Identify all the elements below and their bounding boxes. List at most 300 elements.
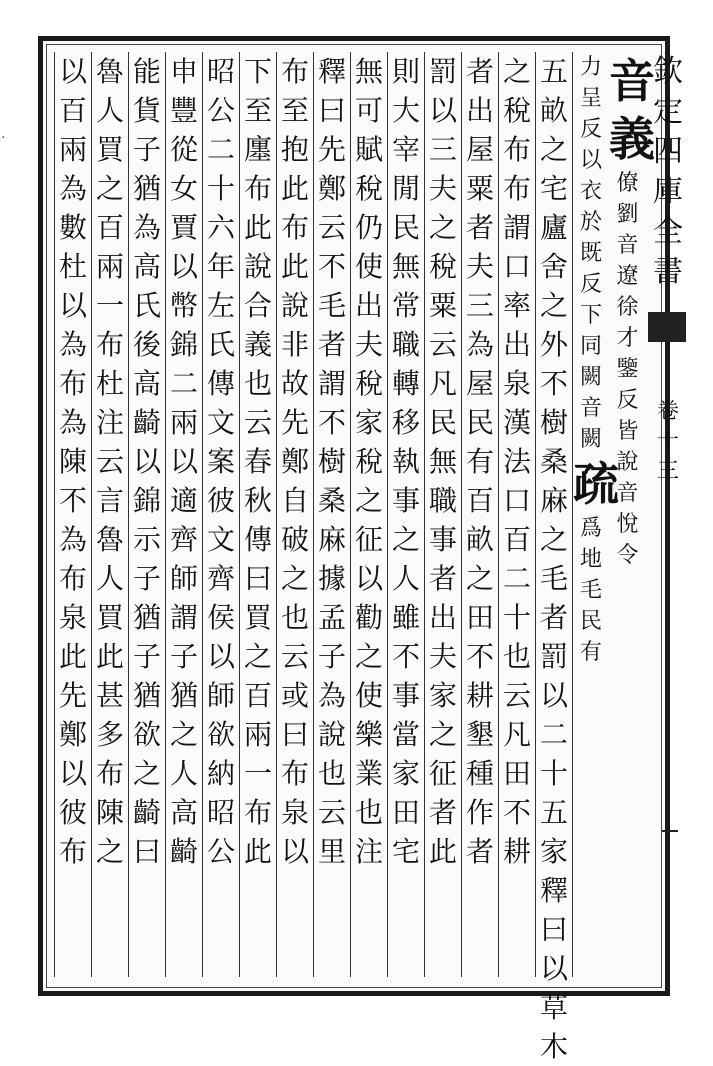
- text-char: 事: [391, 484, 420, 517]
- text-char: 出: [465, 94, 494, 127]
- text-char: 墾: [465, 718, 494, 751]
- text-char: 僚: [616, 171, 639, 196]
- text-char: 布: [243, 172, 272, 205]
- text-char: 案: [206, 445, 235, 478]
- text-char: 宰: [391, 133, 420, 166]
- text-char: 魯: [95, 55, 124, 88]
- text-char: 夫: [354, 328, 383, 361]
- text-char: 自: [280, 484, 309, 517]
- text-char: 徐: [616, 295, 639, 320]
- text-char: 之: [95, 835, 124, 868]
- text-char: 田: [465, 601, 494, 634]
- text-char: 劉: [616, 202, 639, 227]
- text-char: 闕: [579, 427, 602, 452]
- text-column: [572, 52, 619, 977]
- text-char: 也: [354, 796, 383, 829]
- text-char: 布: [95, 328, 124, 361]
- text-char: 為: [132, 211, 161, 244]
- text-char: 之: [132, 757, 161, 790]
- text-char: 氏: [132, 289, 161, 322]
- text-char: 此: [428, 835, 457, 868]
- text-char: 宅: [539, 172, 568, 205]
- text-char: 貨: [132, 94, 161, 127]
- text-char: 爲: [579, 516, 602, 541]
- margin-char: 十: [656, 429, 679, 454]
- text-char: 事: [391, 679, 420, 712]
- text-char: 樹: [539, 406, 568, 439]
- text-char: 桑: [317, 484, 346, 517]
- text-char: 人: [95, 562, 124, 595]
- margin-char: 全: [653, 214, 683, 249]
- text-char: 陳: [95, 796, 124, 829]
- margin-char: 書: [653, 254, 683, 289]
- text-char: 至: [280, 94, 309, 127]
- text-char: 甚: [95, 679, 124, 712]
- text-char: 也: [502, 640, 531, 673]
- text-char: 當: [391, 718, 420, 751]
- margin-char: 庫: [653, 174, 683, 209]
- text-char: 先: [58, 679, 87, 712]
- text-column: [609, 52, 655, 977]
- text-char: 子: [132, 562, 161, 595]
- text-char: 布: [58, 562, 87, 595]
- text-char: 謂: [317, 367, 346, 400]
- text-char: 為: [58, 172, 87, 205]
- text-char: 也: [243, 367, 272, 400]
- text-char: 田: [391, 796, 420, 829]
- text-char: 高: [132, 367, 161, 400]
- text-char: 曰: [132, 835, 161, 868]
- margin-char: 卷: [656, 399, 679, 424]
- text-char: 之: [428, 718, 457, 751]
- text-char: 百: [243, 679, 272, 712]
- text-char: 故: [280, 367, 309, 400]
- text-column: [461, 52, 498, 977]
- text-char: 豐: [169, 94, 198, 127]
- text-char: 申: [169, 55, 198, 88]
- text-char: 此: [280, 250, 309, 283]
- text-char: 出: [428, 601, 457, 634]
- text-char: 二: [539, 718, 568, 751]
- fishtail-mark: [648, 312, 686, 342]
- text-char: 既: [579, 241, 602, 266]
- text-char: 云: [428, 328, 457, 361]
- text-char: 舍: [539, 250, 568, 283]
- text-char: 二: [502, 562, 531, 595]
- text-char: 陳: [58, 445, 87, 478]
- text-char: 兩: [95, 250, 124, 283]
- text-char: 布: [58, 367, 87, 400]
- text-char: 以: [354, 562, 383, 595]
- text-char: 錦: [169, 328, 198, 361]
- text-char: 從: [169, 133, 198, 166]
- text-char: 買: [243, 601, 272, 634]
- text-char: 音: [616, 481, 639, 506]
- text-char: 為: [58, 328, 87, 361]
- text-char: 衣: [579, 179, 602, 204]
- text-char: 勸: [354, 601, 383, 634]
- text-char: 說: [616, 450, 639, 475]
- text-char: 以: [58, 55, 87, 88]
- text-char: 十: [539, 757, 568, 790]
- text-char: 悅: [616, 512, 639, 537]
- text-char: 十: [206, 172, 235, 205]
- text-char: 耕: [465, 679, 494, 712]
- text-char: 同: [579, 334, 602, 359]
- text-char: 百: [58, 94, 87, 127]
- text-char: 毛: [579, 578, 602, 603]
- text-column: [128, 52, 165, 977]
- text-char: 此: [243, 835, 272, 868]
- text-char: 齊: [206, 562, 235, 595]
- text-char: 之: [539, 133, 568, 166]
- text-char: 夫: [428, 640, 457, 673]
- text-char: 欲: [206, 718, 235, 751]
- text-char: 示: [132, 523, 161, 556]
- text-char: 事: [428, 523, 457, 556]
- text-char: 傳: [206, 367, 235, 400]
- text-char: 皆: [616, 419, 639, 444]
- text-char: 云: [280, 640, 309, 673]
- text-char: 家: [428, 679, 457, 712]
- text-char: 之: [243, 640, 272, 673]
- text-char: 移: [391, 406, 420, 439]
- text-char: 職: [428, 484, 457, 517]
- text-char: 左: [206, 289, 235, 322]
- text-char: 者: [465, 835, 494, 868]
- text-char: 毛: [539, 562, 568, 595]
- margin-dash: [662, 830, 678, 832]
- text-char: 為: [317, 679, 346, 712]
- text-char: 布: [280, 757, 309, 790]
- text-char: 不: [539, 367, 568, 400]
- text-char: 罰: [539, 640, 568, 673]
- text-char: 秋: [243, 484, 272, 517]
- text-char: 反: [579, 272, 602, 297]
- text-char: 非: [280, 328, 309, 361]
- text-char: 氏: [206, 328, 235, 361]
- text-char: 以: [579, 148, 602, 173]
- text-char: 以: [132, 445, 161, 478]
- text-char: 音: [616, 233, 639, 258]
- text-char: 此: [280, 172, 309, 205]
- text-char: 不: [58, 484, 87, 517]
- text-column: [91, 52, 128, 977]
- text-char: 布: [280, 211, 309, 244]
- text-char: 里: [317, 835, 346, 868]
- margin-char: 三: [656, 459, 679, 484]
- text-char: 謂: [502, 211, 531, 244]
- text-char: 木: [539, 1030, 568, 1063]
- text-char: 以: [206, 640, 235, 673]
- text-char: 幣: [169, 289, 198, 322]
- text-char: 女: [169, 172, 198, 205]
- text-char: 或: [280, 679, 309, 712]
- text-char: 民: [579, 609, 602, 634]
- text-char: 十: [502, 601, 531, 634]
- text-char: 之: [354, 484, 383, 517]
- text-column: [165, 52, 202, 977]
- text-char: 猶: [132, 601, 161, 634]
- text-char: 兩: [169, 406, 198, 439]
- text-char: 民: [428, 406, 457, 439]
- text-char: 之: [354, 640, 383, 673]
- text-char: 曰: [243, 562, 272, 595]
- text-char: 此: [58, 640, 87, 673]
- text-char: 先: [317, 133, 346, 166]
- text-char: 之: [280, 562, 309, 595]
- text-char: 云: [243, 406, 272, 439]
- text-char: 合: [243, 289, 272, 322]
- text-char: 齮: [169, 835, 198, 868]
- text-char: 云: [317, 211, 346, 244]
- text-char: 以: [539, 952, 568, 985]
- text-char: 泉: [502, 367, 531, 400]
- text-char: 粟: [465, 172, 494, 205]
- text-char: 百: [502, 523, 531, 556]
- text-char: 樹: [317, 445, 346, 478]
- text-char: 說: [243, 250, 272, 283]
- text-char: 者: [428, 796, 457, 829]
- text-char: 曰: [317, 94, 346, 127]
- text-column: [202, 52, 239, 977]
- margin-char: 定: [653, 94, 683, 129]
- text-char: 有: [579, 640, 602, 665]
- text-char: 買: [95, 601, 124, 634]
- text-char: 屋: [465, 367, 494, 400]
- text-char: 以: [169, 250, 198, 283]
- text-char: 廬: [539, 211, 568, 244]
- text-char: 師: [169, 562, 198, 595]
- text-char: 職: [391, 328, 420, 361]
- text-char: 布: [58, 835, 87, 868]
- text-char: 子: [132, 133, 161, 166]
- text-char: 云: [95, 445, 124, 478]
- text-char: 兩: [58, 133, 87, 166]
- text-char: 三: [465, 289, 494, 322]
- text-char: 者: [317, 328, 346, 361]
- section-heading: 疏: [573, 457, 619, 511]
- text-char: 稅: [502, 94, 531, 127]
- text-char: 閒: [391, 172, 420, 205]
- text-char: 曰: [280, 718, 309, 751]
- text-char: 釋: [539, 874, 568, 907]
- text-char: 之: [391, 523, 420, 556]
- text-char: 說: [280, 289, 309, 322]
- text-char: 侯: [206, 601, 235, 634]
- text-char: 征: [354, 523, 383, 556]
- text-char: 適: [169, 484, 198, 517]
- margin-column: [648, 52, 688, 992]
- text-char: 者: [539, 601, 568, 634]
- text-char: 屋: [465, 133, 494, 166]
- text-column: [424, 52, 461, 977]
- text-char: 言: [95, 484, 124, 517]
- text-char: 布: [502, 133, 531, 166]
- text-char: 納: [206, 757, 235, 790]
- text-char: 樂: [354, 718, 383, 751]
- text-char: 鄭: [58, 718, 87, 751]
- text-char: 為: [58, 523, 87, 556]
- text-char: 田: [502, 757, 531, 790]
- text-char: 之: [428, 211, 457, 244]
- text-char: 之: [169, 718, 198, 751]
- text-char: 夫: [465, 250, 494, 283]
- text-char: 稅: [354, 367, 383, 400]
- text-char: 五: [539, 796, 568, 829]
- text-char: 草: [539, 991, 568, 1024]
- text-char: 之: [465, 562, 494, 595]
- text-char: 人: [169, 757, 198, 790]
- text-char: 力: [579, 55, 602, 80]
- text-char: 作: [465, 796, 494, 829]
- text-column: [276, 52, 313, 977]
- text-char: 兩: [243, 718, 272, 751]
- text-char: 公: [206, 835, 235, 868]
- text-char: 業: [354, 757, 383, 790]
- text-char: 文: [206, 406, 235, 439]
- text-char: 此: [95, 640, 124, 673]
- text-char: 也: [280, 601, 309, 634]
- text-char: 師: [206, 679, 235, 712]
- text-char: 無: [428, 445, 457, 478]
- text-char: 高: [169, 796, 198, 829]
- text-char: 至: [243, 94, 272, 127]
- text-char: 粟: [428, 289, 457, 322]
- text-char: 稅: [354, 172, 383, 205]
- margin-char: 四: [653, 134, 683, 169]
- text-char: 彼: [58, 796, 87, 829]
- text-char: 云: [317, 796, 346, 829]
- text-char: 六: [206, 211, 235, 244]
- text-char: 五: [539, 55, 568, 88]
- text-char: 桑: [539, 445, 568, 478]
- text-char: 先: [280, 406, 309, 439]
- text-char: 口: [502, 484, 531, 517]
- text-char: 家: [539, 835, 568, 868]
- text-char: 布: [95, 757, 124, 790]
- text-char: 口: [502, 250, 531, 283]
- text-char: 齮: [132, 796, 161, 829]
- text-char: 義: [243, 328, 272, 361]
- text-char: 執: [391, 445, 420, 478]
- text-char: 曰: [539, 913, 568, 946]
- text-char: 注: [354, 835, 383, 868]
- text-char: 者: [465, 55, 494, 88]
- text-char: 二: [206, 133, 235, 166]
- text-char: 種: [465, 757, 494, 790]
- text-char: 下: [243, 55, 272, 88]
- text-char: 出: [354, 289, 383, 322]
- text-char: 魯: [95, 523, 124, 556]
- text-char: 反: [579, 117, 602, 142]
- text-char: 外: [539, 328, 568, 361]
- text-char: 謂: [169, 601, 198, 634]
- text-char: 齊: [169, 523, 198, 556]
- text-char: 杜: [95, 367, 124, 400]
- text-char: 無: [354, 55, 383, 88]
- text-char: 年: [206, 250, 235, 283]
- text-column: [350, 52, 387, 977]
- text-char: 下: [579, 303, 602, 328]
- text-char: 三: [428, 133, 457, 166]
- text-char: 仍: [354, 211, 383, 244]
- text-char: 使: [354, 250, 383, 283]
- text-char: 不: [317, 250, 346, 283]
- section-heading: 音: [609, 54, 655, 108]
- text-char: 征: [428, 757, 457, 790]
- text-char: 才: [616, 326, 639, 351]
- text-char: 凡: [428, 367, 457, 400]
- text-char: 泉: [280, 796, 309, 829]
- text-char: 釋: [317, 55, 346, 88]
- text-char: 出: [502, 328, 531, 361]
- text-char: 之: [539, 289, 568, 322]
- text-char: 稅: [428, 250, 457, 283]
- margin-dot: ·: [1, 130, 6, 146]
- text-char: 杜: [58, 250, 87, 283]
- text-char: 夫: [428, 172, 457, 205]
- text-char: 破: [280, 523, 309, 556]
- text-char: 凡: [502, 718, 531, 751]
- text-char: 猶: [132, 679, 161, 712]
- text-char: 民: [391, 211, 420, 244]
- text-char: 猶: [169, 679, 198, 712]
- text-column: [387, 52, 424, 977]
- text-char: 布: [243, 796, 272, 829]
- text-char: 一: [95, 289, 124, 322]
- text-char: 鑒: [616, 357, 639, 382]
- text-char: 鄭: [280, 445, 309, 478]
- volume-label: [657, 397, 679, 487]
- text-char: 一: [243, 757, 272, 790]
- text-char: 之: [95, 172, 124, 205]
- text-char: 泉: [58, 601, 87, 634]
- text-char: 抱: [280, 133, 309, 166]
- text-char: 也: [317, 757, 346, 790]
- text-char: 文: [206, 523, 235, 556]
- text-char: 百: [465, 484, 494, 517]
- text-char: 無: [391, 250, 420, 283]
- text-char: 家: [391, 757, 420, 790]
- text-char: 之: [502, 55, 531, 88]
- section-heading: 義: [609, 112, 655, 166]
- text-char: 據: [317, 562, 346, 595]
- text-char: 人: [391, 562, 420, 595]
- text-char: 鄭: [317, 172, 346, 205]
- text-char: 以: [428, 94, 457, 127]
- text-column: [535, 52, 572, 1063]
- text-char: 麻: [539, 484, 568, 517]
- text-char: 反: [616, 388, 639, 413]
- text-char: 雖: [391, 601, 420, 634]
- text-char: 之: [539, 523, 568, 556]
- text-char: 漢: [502, 406, 531, 439]
- text-char: 畝: [539, 94, 568, 127]
- text-char: 猶: [132, 172, 161, 205]
- text-char: 云: [502, 679, 531, 712]
- text-char: 耕: [502, 835, 531, 868]
- text-char: 不: [391, 640, 420, 673]
- text-char: 春: [243, 445, 272, 478]
- text-char: 廛: [243, 133, 272, 166]
- text-column: [239, 52, 276, 977]
- text-char: 彼: [206, 484, 235, 517]
- text-char: 以: [58, 289, 87, 322]
- text-column: [54, 52, 91, 977]
- text-char: 罰: [428, 55, 457, 88]
- text-char: 呈: [579, 86, 602, 111]
